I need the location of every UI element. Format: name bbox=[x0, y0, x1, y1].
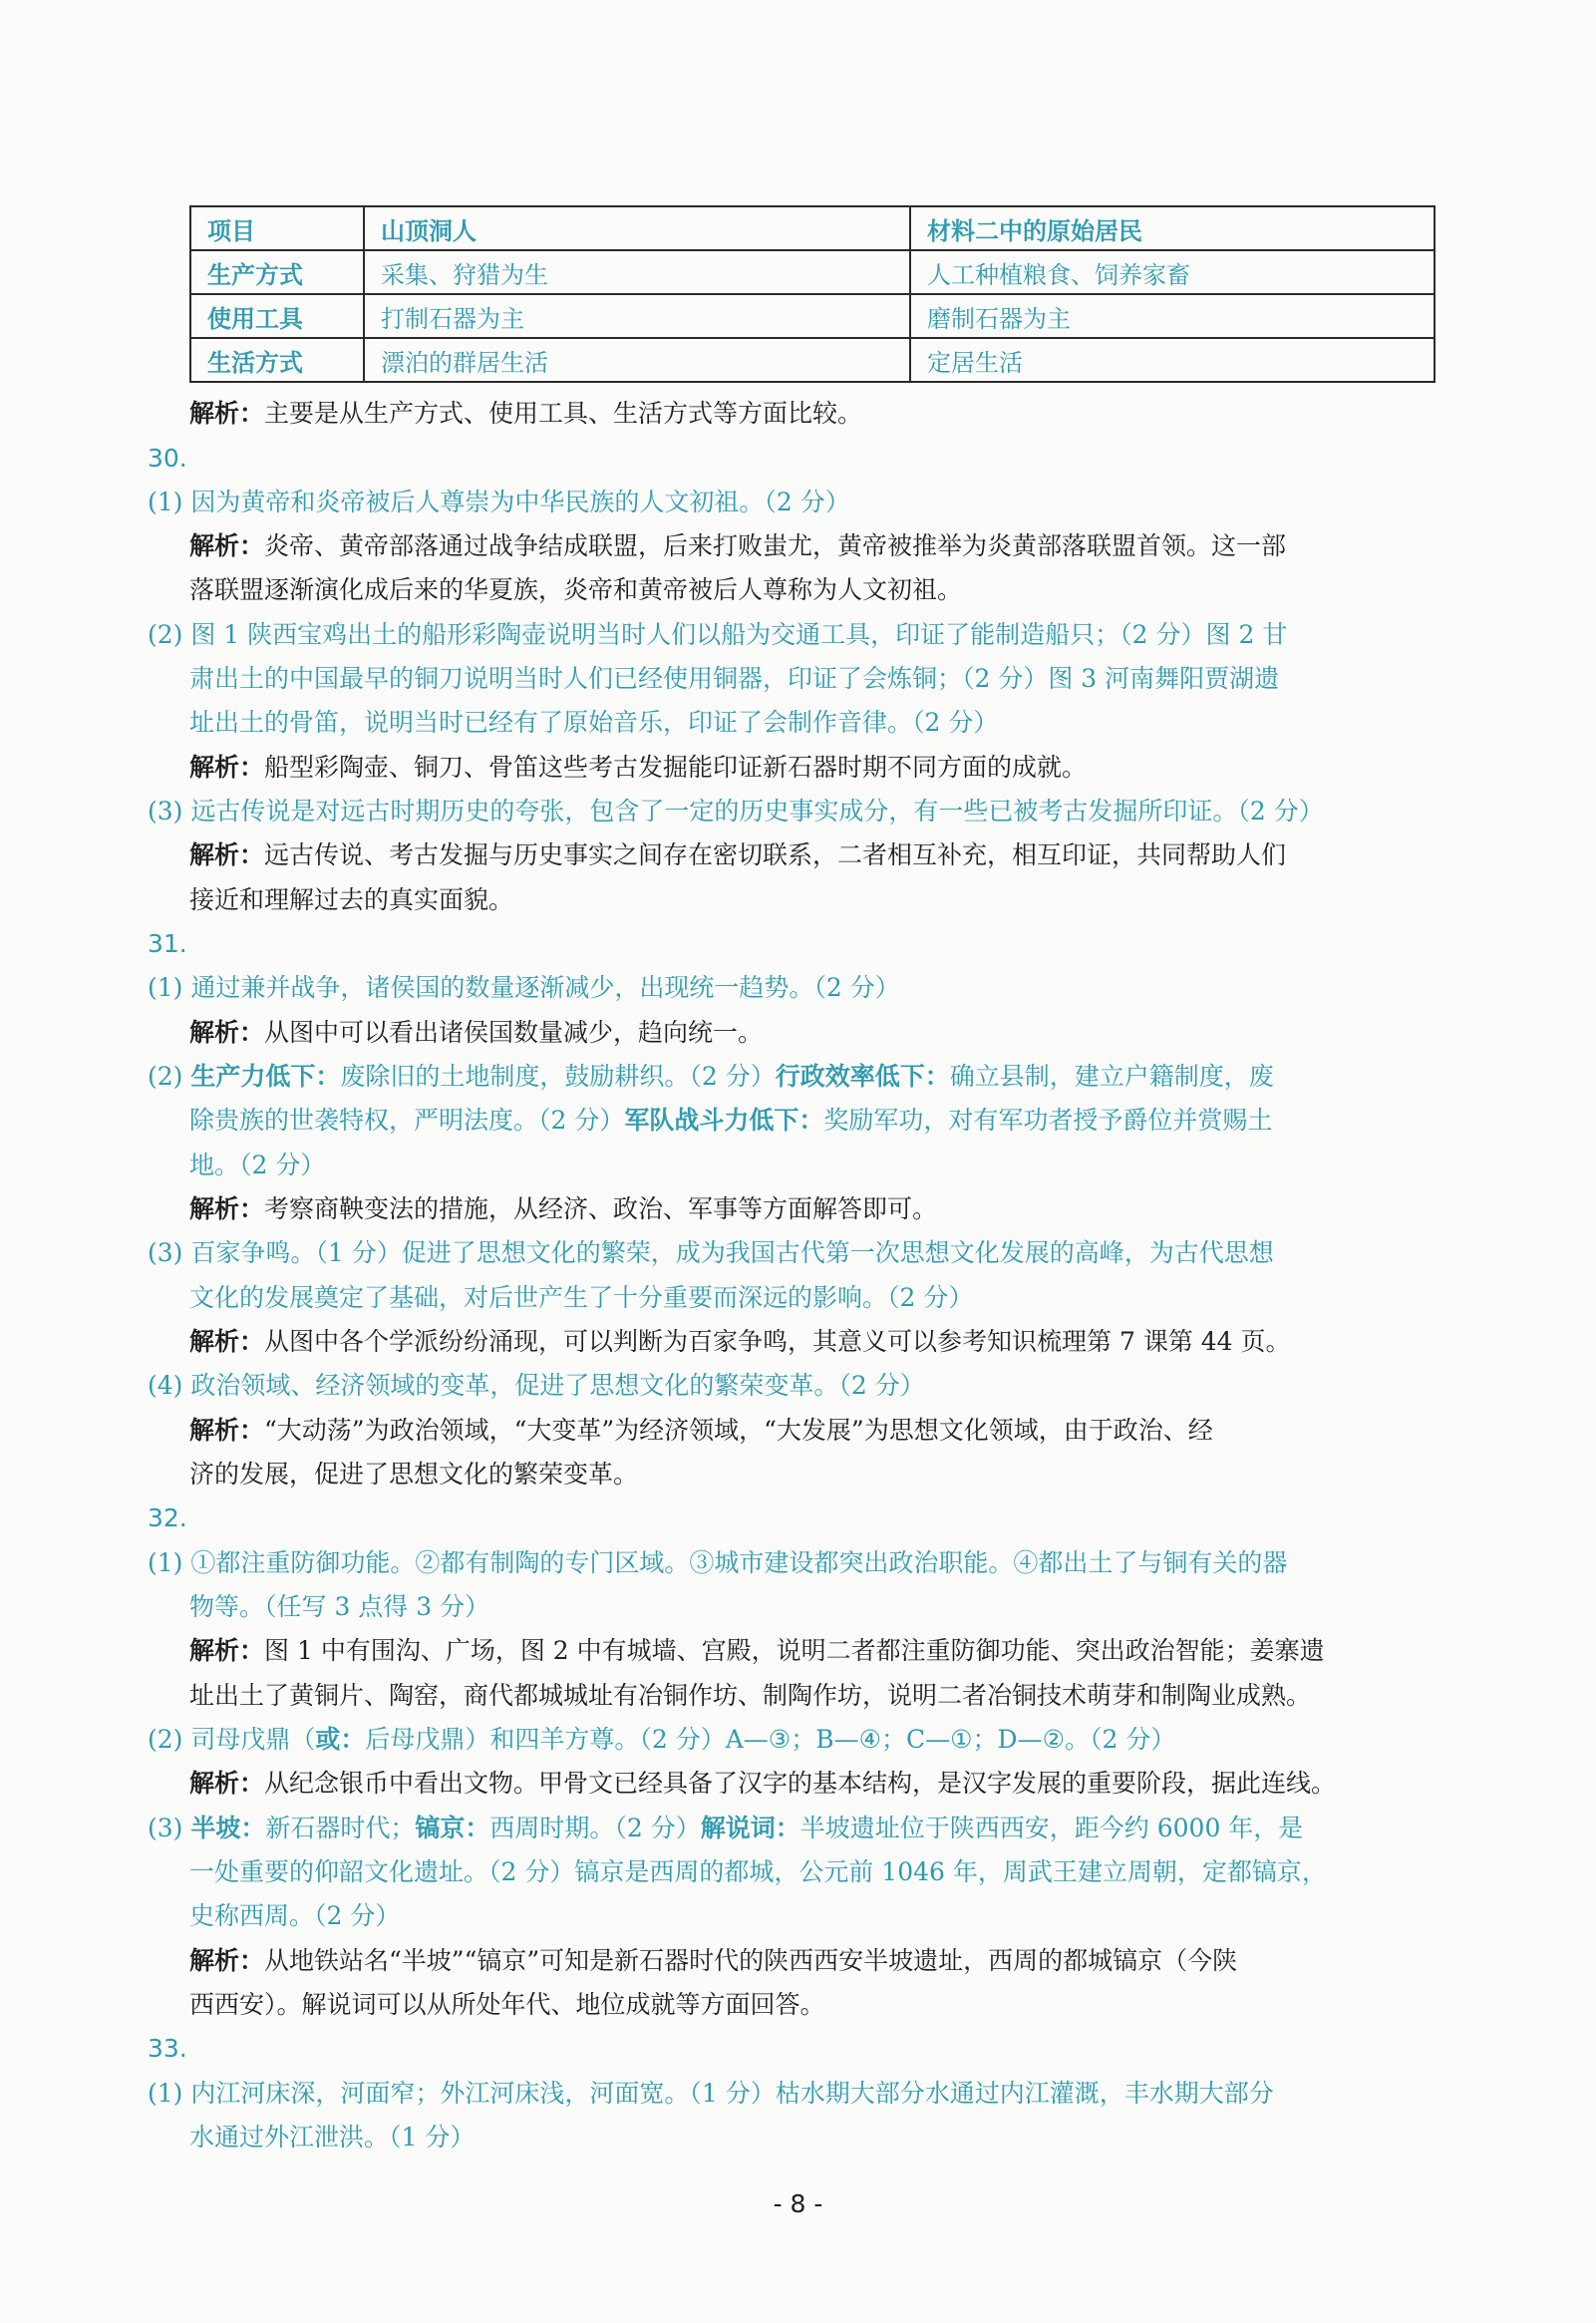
table-cell: 采集、狩猎为生 bbox=[364, 250, 910, 294]
analysis-line bbox=[189, 838, 1286, 872]
table-cell: 生活方式 bbox=[190, 338, 364, 382]
answer-keyword: 镐京： bbox=[415, 1814, 490, 1842]
answer-line: (1) 内江河床深，河面窄；外江河床浅，河面宽。（1 分）枯水期大部分水通过内江灌溉，丰水期大部分 bbox=[148, 2079, 1274, 2108]
answer-keyword: 解说词： bbox=[700, 1814, 800, 1842]
answer-text: 后母戊鼎）和四羊方尊。（2 分）A—③；B—④；C—①；D—②。（2 分） bbox=[365, 1725, 1176, 1754]
table-cell: 使用工具 bbox=[190, 294, 364, 338]
analysis-label: 解析： bbox=[189, 531, 265, 560]
answer-line: (3) 百家争鸣。（1 分）促进了思想文化的繁荣，成为我国古代第一次思想文化发展的高峰，为古代思想 bbox=[148, 1238, 1274, 1267]
analysis-label: 解析： bbox=[189, 753, 265, 782]
answer-keyword: 行政效率低下： bbox=[775, 1062, 950, 1091]
analysis-label: 解析： bbox=[189, 1636, 265, 1665]
analysis-label: 解析： bbox=[189, 840, 265, 869]
answer-line: (2) 图 1 陕西宝鸡出土的船形彩陶壶说明当时人们以船为交通工具，印证了能制造船只；（2 分）图 2 甘 bbox=[148, 620, 1288, 649]
analysis-line bbox=[189, 1414, 1213, 1448]
answer-line bbox=[148, 1812, 1303, 1845]
analysis-line: 址出土了黄铜片、陶窑，商代都城城址有冶铜作坊、制陶作坊，说明二者冶铜技术萌芽和制陶业成熟。 bbox=[189, 1681, 1312, 1710]
analysis-line bbox=[189, 397, 862, 431]
answer-keyword: 半坡： bbox=[190, 1814, 266, 1842]
analysis-text: 主要是从生产方式、使用工具、生活方式等方面比较。 bbox=[264, 399, 863, 428]
analysis-line: 济的发展，促进了思想文化的繁荣变革。 bbox=[189, 1460, 639, 1489]
analysis-line: 西西安）。解说词可以从所处年代、地位成就等方面回答。 bbox=[189, 1990, 825, 2019]
answer-text: 西周时期。（2 分） bbox=[489, 1814, 701, 1842]
answer-line: (1) ①都注重防御功能。②都有制陶的专门区域。③城市建设都突出政治职能。④都出土了与铜有关的器 bbox=[148, 1548, 1288, 1577]
analysis-label: 解析： bbox=[189, 1416, 265, 1445]
answer-line bbox=[148, 1723, 1175, 1757]
table-header-cell: 材料二中的原始居民 bbox=[910, 206, 1435, 250]
analysis-line bbox=[189, 1325, 1291, 1359]
table-cell: 漂泊的群居生活 bbox=[364, 338, 910, 382]
answer-line: (1) 因为黄帝和炎帝被后人尊崇为中华民族的人文初祖。（2 分） bbox=[148, 488, 850, 516]
table-cell: 人工种植粮食、饲养家畜 bbox=[910, 250, 1435, 294]
page-number: - 8 - bbox=[773, 2189, 823, 2218]
analysis-text: 考察商鞅变法的措施，从经济、政治、军事等方面解答即可。 bbox=[264, 1194, 938, 1223]
table-row bbox=[190, 338, 1435, 382]
table-cell: 打制石器为主 bbox=[364, 294, 910, 338]
analysis-text: 从图中各个学派纷纷涌现，可以判断为百家争鸣，其意义可以参考知识梳理第 7 课第 44 页。 bbox=[264, 1327, 1291, 1356]
analysis-label: 解析： bbox=[189, 1327, 265, 1356]
table-row bbox=[190, 250, 1435, 294]
analysis-label: 解析： bbox=[189, 1018, 265, 1047]
analysis-label: 解析： bbox=[189, 399, 265, 428]
answer-line bbox=[148, 1060, 1274, 1094]
table-header-row bbox=[190, 206, 1435, 250]
analysis-line bbox=[189, 1634, 1325, 1668]
table-cell: 生产方式 bbox=[190, 250, 364, 294]
analysis-line bbox=[189, 1944, 1237, 1978]
analysis-line bbox=[189, 1192, 937, 1226]
analysis-label: 解析： bbox=[189, 1769, 265, 1798]
answer-line: 肃出土的中国最早的铜刀说明当时人们已经使用铜器，印证了会炼铜；（2 分）图 3 河南舞阳贾湖遗 bbox=[189, 664, 1280, 693]
answer-line: 史称西周。（2 分） bbox=[189, 1901, 401, 1930]
analysis-line bbox=[189, 1767, 1336, 1801]
analysis-label: 解析： bbox=[189, 1946, 265, 1975]
question-number: 31. bbox=[148, 929, 187, 958]
analysis-text: 船型彩陶壶、铜刀、骨笛这些考古发掘能印证新石器时期不同方面的成就。 bbox=[264, 753, 1088, 782]
answer-line: 文化的发展奠定了基础，对后世产生了十分重要而深远的影响。（2 分） bbox=[189, 1283, 974, 1312]
question-number: 30. bbox=[148, 444, 187, 473]
answer-text: (2) 司母戊鼎（ bbox=[148, 1725, 316, 1754]
answer-text: 除贵族的世袭特权，严明法度。（2 分） bbox=[189, 1106, 625, 1135]
analysis-text: 图 1 中有围沟、广场，图 2 中有城墙、宫殿，说明二者都注重防御功能、突出政治智能；姜寨遗 bbox=[264, 1636, 1325, 1665]
analysis-text: 从纪念银币中看出文物。甲骨文已经具备了汉字的基本结构，是汉字发展的重要阶段，据此连线。 bbox=[264, 1769, 1337, 1798]
question-number: 33. bbox=[148, 2034, 187, 2063]
analysis-text: 从图中可以看出诸侯国数量减少，趋向统一。 bbox=[264, 1018, 764, 1047]
answer-keyword: 军队战斗力低下： bbox=[624, 1106, 824, 1135]
analysis-line: 落联盟逐渐演化成后来的华夏族，炎帝和黄帝被后人尊称为人文初祖。 bbox=[189, 575, 963, 604]
answer-keyword: 生产力低下： bbox=[190, 1062, 341, 1091]
answer-line bbox=[189, 1104, 1272, 1138]
answer-keyword: 或： bbox=[315, 1725, 366, 1754]
answer-line: (1) 通过兼并战争，诸侯国的数量逐渐减少，出现统一趋势。（2 分） bbox=[148, 973, 900, 1002]
table-cell: 磨制石器为主 bbox=[910, 294, 1435, 338]
table-cell: 定居生活 bbox=[910, 338, 1435, 382]
comparison-table bbox=[189, 205, 1436, 383]
table-row bbox=[190, 294, 1435, 338]
answer-line: (4) 政治领域、经济领域的变革，促进了思想文化的繁荣变革。（2 分） bbox=[148, 1371, 925, 1400]
answer-line: 一处重要的仰韶文化遗址。（2 分）镐京是西周的都城，公元前 1046 年，周武王建立周朝，定都镐京， bbox=[189, 1857, 1327, 1886]
answer-prefix: (3) bbox=[148, 1814, 191, 1842]
analysis-line bbox=[189, 751, 1087, 785]
analysis-line: 接近和理解过去的真实面貌。 bbox=[189, 885, 514, 914]
analysis-text: 从地铁站名“半坡”“镐京”可知是新石器时代的陕西西安半坡遗址，西周的都城镐京（今陕 bbox=[264, 1946, 1238, 1975]
analysis-text: 远古传说、考古发掘与历史事实之间存在密切联系，二者相互补充，相互印证，共同帮助人们 bbox=[264, 840, 1287, 869]
answer-line: 址出土的骨笛，说明当时已经有了原始音乐，印证了会制作音律。（2 分） bbox=[189, 708, 999, 737]
answer-text: 废除旧的土地制度，鼓励耕织。（2 分） bbox=[340, 1062, 776, 1091]
answer-text: 奖励军功，对有军功者授予爵位并赏赐土 bbox=[823, 1106, 1273, 1135]
answer-line: 水通过外江泄洪。（1 分） bbox=[189, 2123, 476, 2152]
analysis-line bbox=[189, 1016, 763, 1050]
table-header-cell: 山顶洞人 bbox=[364, 206, 910, 250]
answer-line: 地。（2 分） bbox=[189, 1151, 326, 1179]
analysis-label: 解析： bbox=[189, 1194, 265, 1223]
answer-prefix: (2) bbox=[148, 1062, 191, 1091]
answer-text: 半坡遗址位于陕西西安，距今约 6000 年，是 bbox=[799, 1814, 1304, 1842]
table-header-cell: 项目 bbox=[190, 206, 364, 250]
answer-text: 新石器时代； bbox=[265, 1814, 416, 1842]
answer-line: (3) 远古传说是对远古时期历史的夸张，包含了一定的历史事实成分，有一些已被考古发掘所印证。（2 分） bbox=[148, 797, 1324, 826]
answer-text: 确立县制，建立户籍制度，废 bbox=[949, 1062, 1274, 1091]
answer-line: 物等。（任写 3 点得 3 分） bbox=[189, 1592, 490, 1621]
analysis-text: “大动荡”为政治领域，“大变革”为经济领域，“大发展”为思想文化领域，由于政治、经 bbox=[264, 1416, 1213, 1445]
question-number: 32. bbox=[148, 1503, 187, 1532]
analysis-text: 炎帝、黄帝部落通过战争结成联盟，后来打败蚩尤，黄帝被推举为炎黄部落联盟首领。这一部 bbox=[264, 531, 1287, 560]
analysis-line bbox=[189, 529, 1286, 563]
